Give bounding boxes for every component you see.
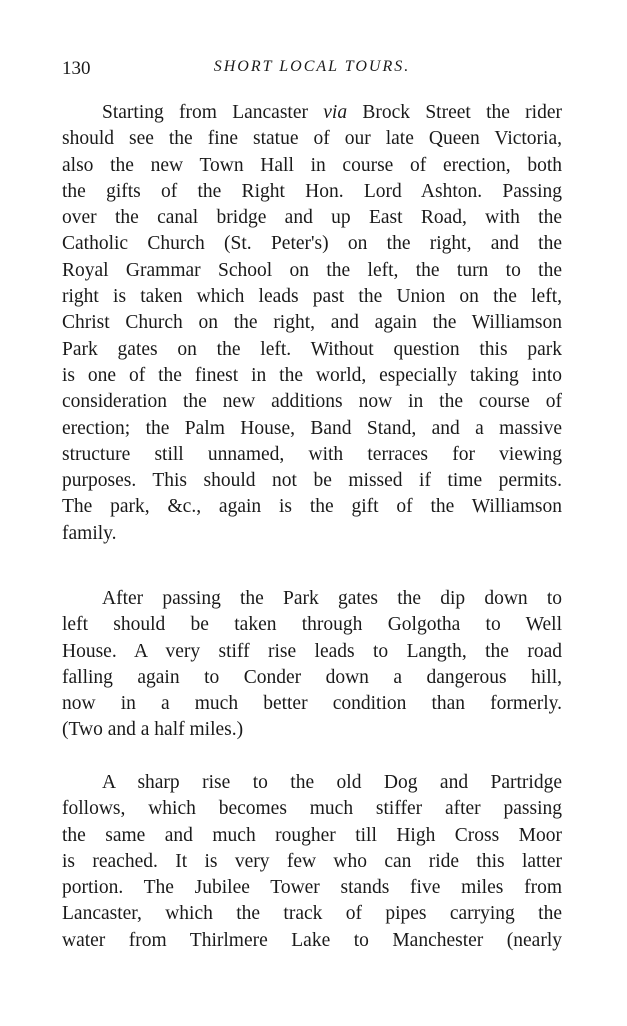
text-line: consideration the new additions now in the course of — [62, 391, 562, 413]
text-line: is reached. It is very few who can ride this latter — [62, 850, 562, 872]
text-line: The park, &c., again is the gift of the Williamson — [62, 496, 562, 518]
text-line: purposes. This should not be missed if time permits. — [62, 470, 562, 492]
text-line: Christ Church on the right, and again the Williamson — [62, 312, 562, 334]
page-number: 130 — [62, 58, 91, 79]
text-line: House. A very stiff rise leads to Langth, the road — [62, 640, 562, 662]
text-line: (Two and a half miles.) — [62, 719, 244, 741]
text-line: Park gates on the left. Without question this park — [62, 338, 562, 360]
text-line: right is taken which leads past the Union on the left, — [62, 286, 562, 308]
text-line: the gifts of the Right Hon. Lord Ashton. Passing — [62, 180, 562, 202]
text-line: Catholic Church (St. Peter's) on the right, and the — [62, 233, 562, 255]
page-header — [62, 58, 562, 84]
text-line: structure still unnamed, with terraces for viewing — [62, 443, 562, 465]
text-line: now in a much better condition than formerly. — [62, 693, 562, 715]
text-line: also the new Town Hall in course of erection, both — [62, 154, 562, 176]
text-line: left should be taken through Golgotha to Well — [62, 614, 562, 636]
text-line: water from Thirlmere Lake to Manchester (nearly — [62, 929, 562, 951]
text-line: Lancaster, which the track of pipes carrying the — [62, 903, 562, 925]
text-line: should see the fine statue of our late Queen Victoria, — [62, 128, 562, 150]
text-line: over the canal bridge and up East Road, with the — [62, 207, 562, 229]
text-line: Royal Grammar School on the left, the turn to the — [62, 259, 562, 281]
text-line: follows, which becomes much stiffer after passing — [62, 798, 562, 820]
text-line: portion. The Jubilee Tower stands five miles from — [62, 877, 562, 899]
text-line: is one of the finest in the world, especially taking into — [62, 364, 562, 386]
text-line: the same and much rougher till High Cross Moor — [62, 824, 562, 846]
text-line: falling again to Conder down a dangerous hill, — [62, 666, 562, 688]
text-line: erection; the Palm House, Band Stand, and a massive — [62, 417, 562, 439]
paragraph-2 — [62, 586, 562, 744]
paragraph-3 — [62, 770, 562, 954]
text-line: After passing the Park gates the dip down to — [102, 588, 562, 609]
running-title: SHORT LOCAL TOURS. — [213, 58, 411, 75]
text-line: Starting from Lancaster via Brock Street the rider — [102, 102, 562, 123]
text-line: A sharp rise to the old Dog and Partridge — [102, 772, 562, 793]
text-line: family. — [62, 522, 117, 544]
paragraph-1 — [62, 100, 562, 547]
